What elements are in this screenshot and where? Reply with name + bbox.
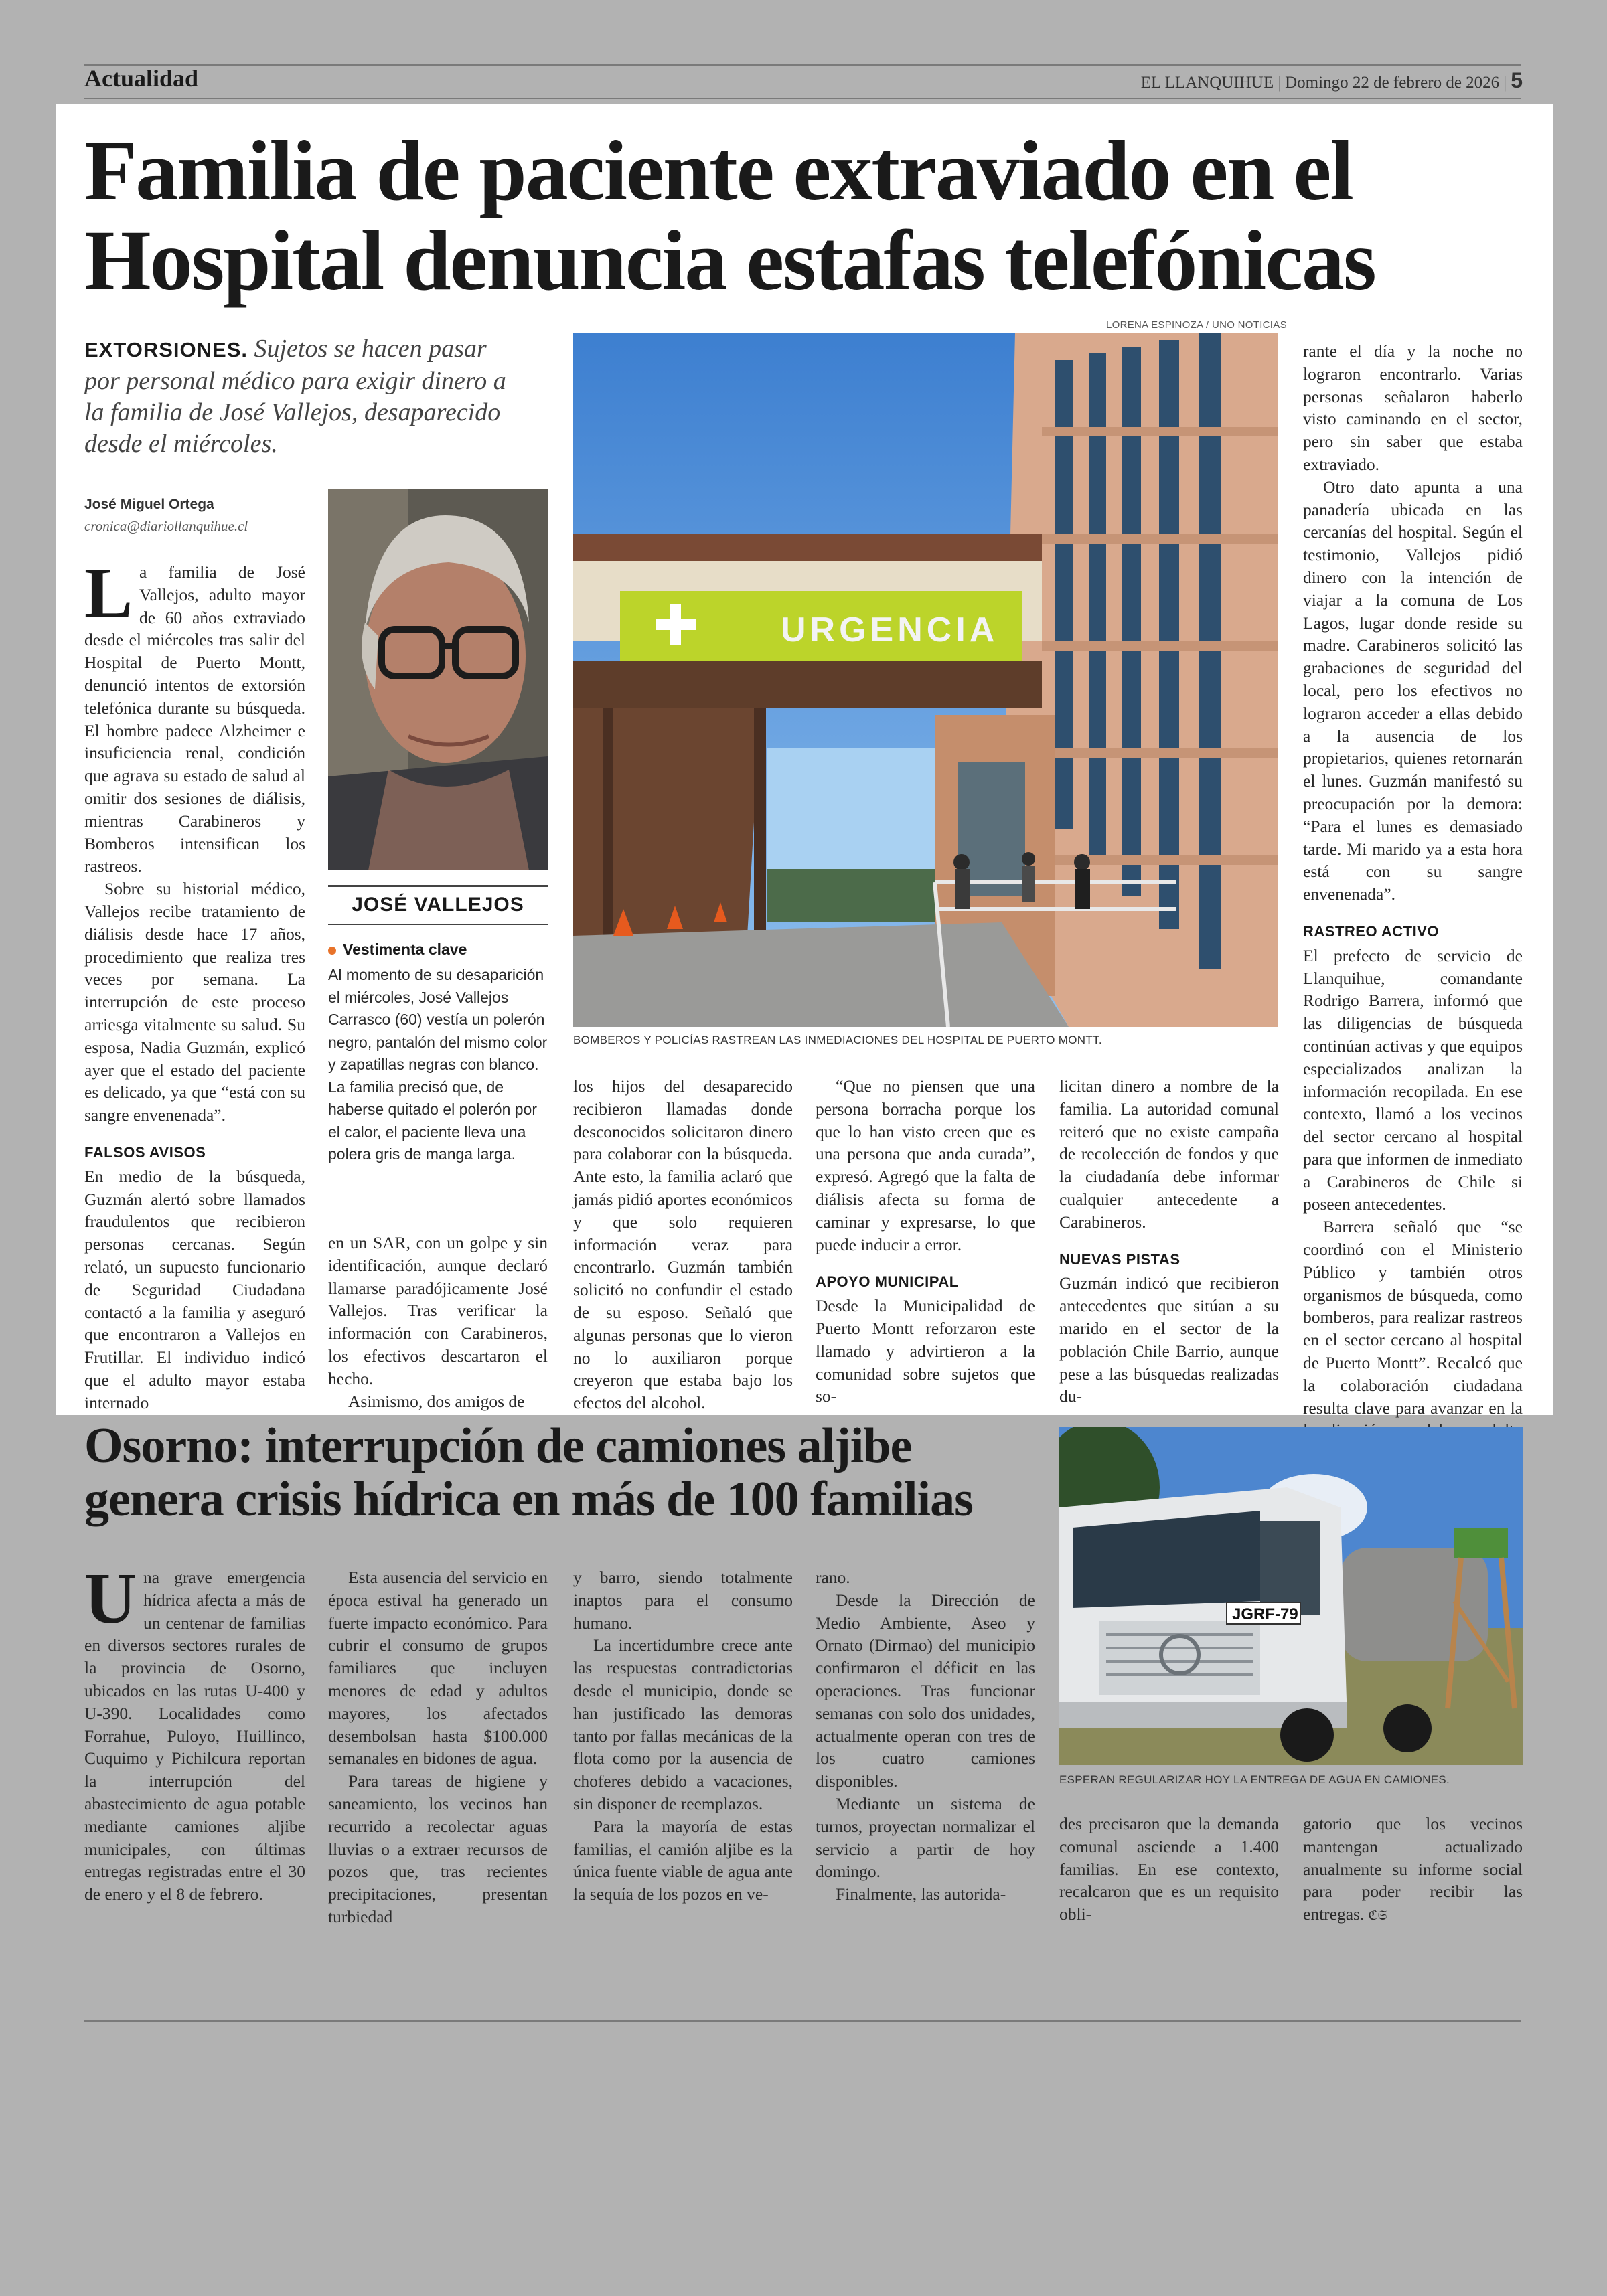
article2-col6: gatorio que los vecinos mantengan actualizado anualmente su informe social para poder recibir las entregas. ℭ𝔖 xyxy=(1303,1814,1523,1924)
kicker-text: Sujetos se hacen pasar por personal médico para exigir dinero a la familia de José Vallejos, desaparecido desde el miércoles. xyxy=(84,335,506,458)
article2-col4: rano. Desde la Dirección de Medio Ambiente, Aseo y Ornato (Dirmao) del municipio confirmaron el déficit en las operaciones. Tras funcionar semanas con solo dos unidades, actualmente operan con tres de los cuatro camiones disponibles. Mediante un sistema de turnos, proyectan normalizar el servicio a partir de hoy domingo. Finalmente, las autorida- xyxy=(816,1568,1035,1904)
bullet-dot-icon xyxy=(328,947,336,955)
subhead-nuevas-pistas: NUEVAS PISTAS xyxy=(1059,1250,1180,1268)
article2-col3: y barro, siendo totalmente inaptos para el consumo humano. La incertidumbre crece ante las respuestas contradictorias desde el municipio, donde se han justificado las demoras tanto por fallas mecánicas de la flota como por la ausencia de choferes debido a vacaciones, sin disponer de reemplazos. Para la mayoría de estas familias, el camión aljibe es la única fuente viable de agua ante la sequía de los pozos en ve- xyxy=(573,1568,793,1904)
masthead: EL LLANQUIHUE | Domingo 22 de febrero de 2026 | 5 xyxy=(1140,68,1523,92)
photo-credit: LORENA ESPINOZA / UNO NOTICIAS xyxy=(1106,319,1287,331)
bottom-rule xyxy=(84,2020,1521,2022)
article2-headline: Osorno: interrupción de camiones aljibe genera crisis hídrica en más de 100 familias xyxy=(84,1418,973,1527)
author-name: José Miguel Ortega xyxy=(84,497,214,512)
truck-photo xyxy=(1059,1427,1523,1765)
truck-photo-caption: ESPERAN REGULARIZAR HOY LA ENTREGA DE AGUA EN CAMIONES. xyxy=(1059,1773,1450,1786)
article1-headline: Familia de paciente extraviado en el Hospital denuncia estafas telefónicas xyxy=(84,123,1375,308)
article1-col3: los hijos del desaparecido recibieron llamadas donde desconocidos solicitaron dinero para colaborar con la búsqueda. Ante esto, la familia aclaró que jamás pidió aportes económicos y que solo requieren información veraz para encontrarlo. Guzmán también solicitó no confundir el estado de su esposo. Señaló que algunas personas que lo vieron no lo auxiliaron porque creyeron que estaba bajo los efectos del alcohol. xyxy=(573,1076,793,1413)
author-email: cronica@diariollanquihue.cl xyxy=(84,518,248,534)
newspaper-name: EL LLANQUIHUE xyxy=(1140,74,1274,92)
issue-date: Domingo 22 de febrero de 2026 xyxy=(1285,74,1500,92)
sidebar-mid-rule xyxy=(328,924,548,925)
section-label: Actualidad xyxy=(84,65,199,92)
sidebar-top-rule xyxy=(328,885,548,887)
article1-col2: en un SAR, con un golpe y sin identificación, aunque declaró llamarse paradójicamente José Vallejos. Tras verificar la información con Carabineros, los efectivos descartaron el hecho. Asimismo, dos amigos de xyxy=(328,1233,548,1411)
hospital-photo xyxy=(573,333,1278,1027)
article1-col5: licitan dinero a nombre de la familia. La autoridad comunal reiteró que no existe campaña de recolección de fondos y que la ciudadanía debe informar cualquier antecedente a Carabineros. NUEVAS PISTAS Guzmán indicó que recibieron antecedentes que sitúan a su marido en el sector de la población Chile Barrio, aunque pese a las búsquedas realizadas du- xyxy=(1059,1076,1279,1406)
truck-illustration xyxy=(1059,1427,1523,1765)
article1-kicker xyxy=(84,333,520,460)
article1-col1: La familia de José Vallejos, adulto mayor de 60 años extraviado desde el miércoles tras salir del Hospital de Puerto Montt, denunció intentos de extorsión telefónica durante su búsqueda. El hombre padece Alzheimer e insuficiencia renal, condición que agrava su estado de salud al omitir dos sesiones de diálisis, mientras Carabineros y Bomberos intensifican los rastreos. Sobre su historial médico, Vallejos recibe tratamiento de diálisis desde hace 17 años, procedimiento que realiza tres veces por semana. La interrupción de este proceso arriesga vitalmente su salud. Su esposa, Nadia Guzmán, explicó ayer que el estado del paciente es delicado, ya que “está con su sangre envenenada”. FALSOS AVISOS En medio de la búsqueda, Guzmán alertó sobre llamados fraudulentos que recibieron personas cercanas. Según relató, un supuesto funcionario de Seguridad Ciudadana contactó a la familia y aseguró que encontraron a Vallejos en Frutillar. El individuo indicó que el adulto mayor estaba internado xyxy=(84,554,305,1412)
truck-plate: JGRF-79 xyxy=(1232,1605,1298,1623)
article2-col5: des precisaron que la demanda comunal asciende a 1.400 familias. En ese contexto, recalcaron que es un requisito obli- xyxy=(1059,1814,1279,1924)
subhead-apoyo-municipal: APOYO MUNICIPAL xyxy=(816,1273,959,1291)
article1-col4: “Que no piensen que una persona borracha porque los que lo han visto creen que es una persona que anda curada”, expresó. Agregó que la falta de diálisis afecta su forma de caminar y expresarse, lo que puede inducir a error. APOYO MUNICIPAL Desde la Municipalidad de Puerto Montt reforzaron este llamado y advirtieron a la comunidad sobre sujetos que so- xyxy=(816,1076,1035,1406)
subhead-rastreo-activo: RASTREO ACTIVO xyxy=(1303,922,1439,940)
sidebar-label: Vestimenta clave xyxy=(328,940,467,959)
subhead-falsos-avisos: FALSOS AVISOS xyxy=(84,1143,206,1161)
top-rule xyxy=(84,64,1521,66)
sidebar-text: Al momento de su desaparición el miércoles, José Vallejos Carrasco (60) vestía un polerón negro, pantalón del mismo color y zapatillas negras con blanco. La familia precisó que, de haberse quitado el polerón por el calor, el paciente lleva una polera gris de manga larga. xyxy=(328,966,548,1163)
page-number: 5 xyxy=(1511,68,1523,92)
hospital-photo-caption: BOMBEROS Y POLICÍAS RASTREAN LAS INMEDIACIONES DEL HOSPITAL DE PUERTO MONTT. xyxy=(573,1034,1102,1046)
end-mark: ℭ𝔖 xyxy=(1368,1908,1387,1924)
sidebar-name: JOSÉ VALLEJOS xyxy=(352,894,524,916)
article2-col2: Esta ausencia del servicio en época estival ha generado un fuerte impacto económico. Para cubrir el consumo de grupos familiares que incluyen menores de edad y adultos mayores, los afectados desembolsan hasta $100.000 semanales en bidones de agua. Para tareas de higiene y saneamiento, los vecinos han recurrido a recolectar aguas lluvias o a extraer recursos de pozos que, tras recientes precipitaciones, presentan turbiedad xyxy=(328,1568,548,1926)
drop-cap: U xyxy=(84,1559,137,1639)
article2-col1: Una grave emergencia hídrica afecta a más de un centenar de familias en diversos sectores rurales de la provincia de Osorno, ubicados en las rutas U-400 y U-390. Localidades como Forrahue, Puloyo, Huillinco, Cuquimo y Pichilcura reportan la interrupción del abastecimiento de agua potable mediante camiones aljibe municipales, con últimas entregas registradas entre el 30 de enero y el 8 de febrero. xyxy=(84,1559,305,1904)
header-rule xyxy=(84,98,1521,99)
article1-col6: rante el día y la noche no lograron encontrarlo. Varias personas señalaron haberlo visto caminando en el sector, pero sin saber que estaba extraviado. Otro dato apunta a una panadería ubicada en las cercanías del hospital. Según el testimonio, Vallejos pidió dinero con la intención de viajar a la comuna de Los Lagos, lugar donde reside su madre. Carabineros solicitó las grabaciones de seguridad del local, pero los efectivos no lograron acceder a ellas debido a la ausencia de los propietarios, quienes retornarán el lunes. Guzmán manifestó su preocupación por la demora: “Para el lunes es demasiado tarde. Mi marido ya a esta hora está con su sangre envenenada”. RASTREO ACTIVO El prefecto de servicio de Llanquihue, comandante Rodrigo Barrera, informó que las diligencias de búsqueda continúan activas y que equipos especializados analizan la información recopilada. En ese contexto, llamó a los vecinos del sector cercano al hospital para que informen de inmediato a Carabineros de Chile si poseen antecedentes. Barrera señaló que “se coordinó con el Ministerio Público y también otros organismos de búsqueda, como bomberos, para realizar rastreos en el sector cercano al hospital de Puerto Montt”. Recalcó que la colaboración ciudadana resulta clave para avanzar en la xyxy=(1303,340,1523,1467)
kicker-label: EXTORSIONES. xyxy=(84,338,248,361)
drop-cap: L xyxy=(84,554,133,633)
urgencia-sign: URGENCIA xyxy=(781,610,999,649)
portrait-photo xyxy=(328,489,548,870)
portrait-illustration xyxy=(328,489,548,870)
hospital-illustration xyxy=(573,333,1278,1027)
